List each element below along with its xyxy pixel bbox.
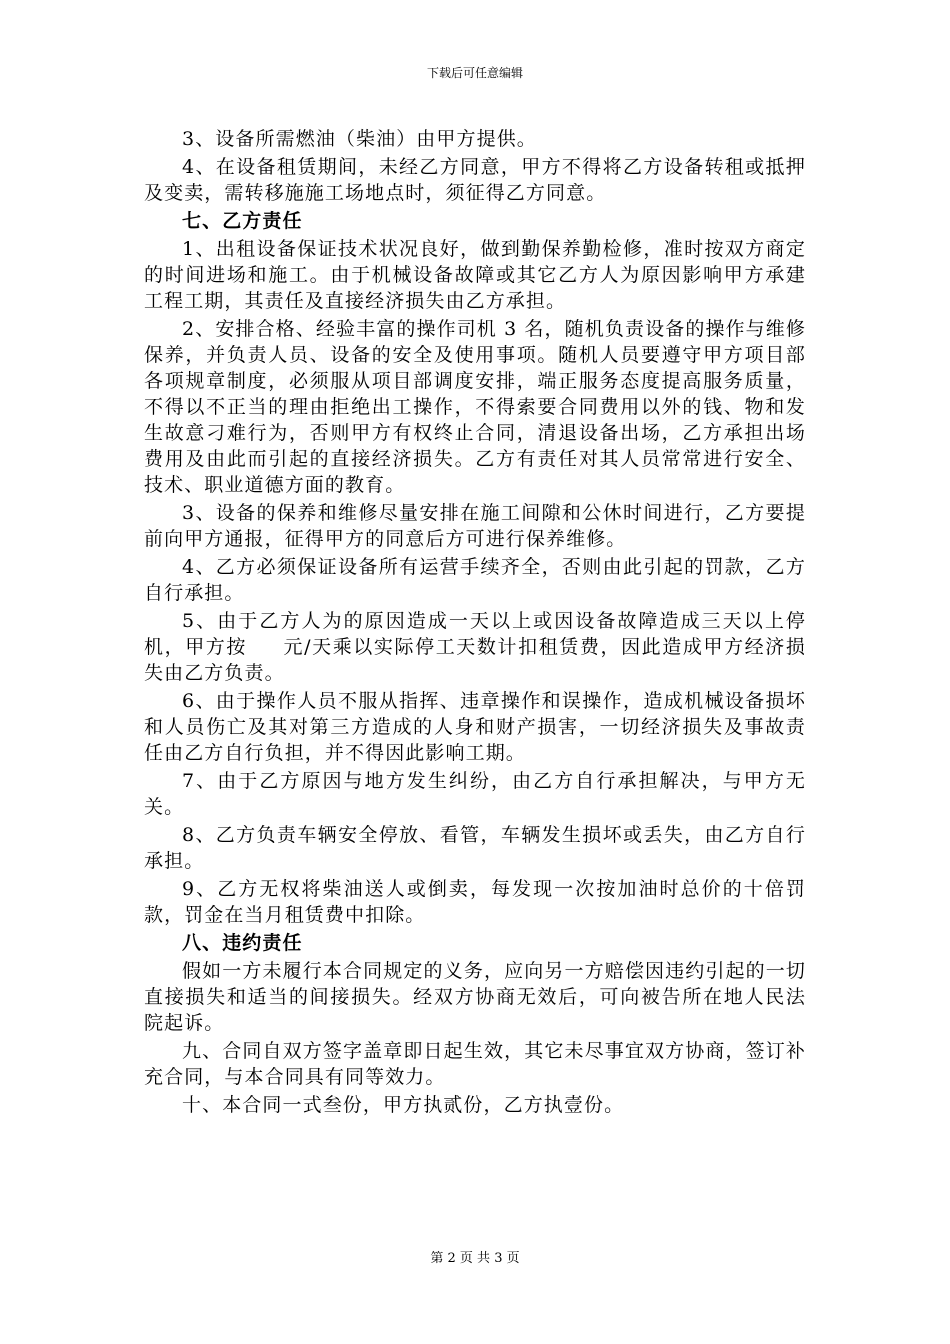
section-heading-7: 七、乙方责任 bbox=[182, 210, 303, 232]
clause-7-6: 6、由于操作人员不服从指挥、违章操作和误操作，造成机械设备损坏和人员伤亡及其对第三方造成的人身和财产损害，一切经济损失及事故责任由乙方自行负担，并不得因此影响工期。 bbox=[144, 690, 806, 764]
section-heading-8: 八、违约责任 bbox=[182, 932, 303, 954]
page-header: 下载后可任意编辑 bbox=[426, 66, 523, 80]
clause-9: 九、合同自双方签字盖章即日起生效，其它未尽事宜双方协商，签订补充合同，与本合同具有同等效力。 bbox=[144, 1040, 806, 1088]
page-number: 第 2 页 共 3 页 bbox=[430, 1251, 520, 1266]
clause-7-9: 9、乙方无权将柴油送人或倒卖，每发现一次按加油时总价的十倍罚款，罚金在当月租赁费中扣除。 bbox=[144, 878, 806, 926]
clause-7-3: 3、设备的保养和维修尽量安排在施工间隙和公休时间进行，乙方要提前向甲方通报，征得甲方的同意后方可进行保养维修。 bbox=[144, 502, 806, 550]
document-body bbox=[144, 126, 806, 1120]
clause-7-4: 4、乙方必须保证设备所有运营手续齐全，否则由此引起的罚款，乙方自行承担。 bbox=[144, 556, 806, 604]
clause-7-2: 2、安排合格、经验丰富的操作司机 3 名，随机负责设备的操作与维修保养，并负责人员、设备的安全及使用事项。随机人员要遵守甲方项目部各项规章制度，必须服从项目部调度安排，端正服务态度提高服务质量，不得以不正当的理由拒绝出工操作，不得索要合同费用以外的钱、物和发生故意刁难行为，否则甲方有权终止合同，清退设备出场，乙方承担出场费用及由此而引起的直接经济损失。乙方有责任对其人员常常进行安全、技术、职业道德方面的教育。 bbox=[144, 318, 806, 496]
clause-sublease: 4、在设备租赁期间，未经乙方同意，甲方不得将乙方设备转租或抵押及变卖，需转移施施工场地点时，须征得乙方同意。 bbox=[144, 156, 806, 204]
clause-7-5 bbox=[144, 608, 806, 686]
clause-7-7: 7、由于乙方原因与地方发生纠纷，由乙方自行承担解决，与甲方无关。 bbox=[144, 770, 806, 818]
clause-8: 假如一方未履行本合同规定的义务，应向另一方赔偿因违约引起的一切直接损失和适当的间接损失。经双方协商无效后，可向被告所在地人民法院起诉。 bbox=[144, 960, 806, 1034]
clause-7-5-part-b: 元/天乘以实际停工天数计扣租赁费，因此造成甲方经济损失由乙方负责。 bbox=[144, 636, 806, 684]
clause-7-1: 1、出租设备保证技术状况良好，做到勤保养勤检修，准时按双方商定的时间进场和施工。由于机械设备故障或其它乙方人为原因影响甲方承建工程工期，其责任及直接经济损失由乙方承担。 bbox=[144, 238, 806, 312]
clause-10: 十、本合同一式叁份，甲方执贰份，乙方执壹份。 bbox=[182, 1094, 625, 1116]
clause-7-5-part-a: 5、由于乙方人为的原因造成一天以上或因设备故障造成三天以上停机，甲方按 bbox=[144, 610, 806, 658]
clause-fuel: 3、设备所需燃油（柴油）由甲方提供。 bbox=[182, 128, 537, 150]
clause-7-8: 8、乙方负责车辆安全停放、看管，车辆发生损坏或丢失，由乙方自行承担。 bbox=[144, 824, 806, 872]
